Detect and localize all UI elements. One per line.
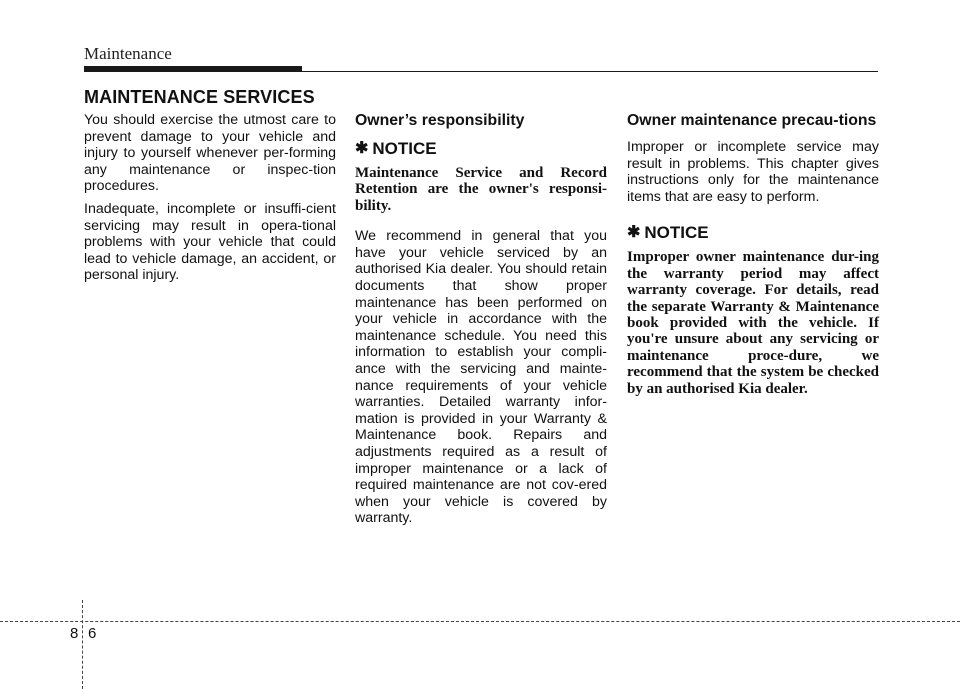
notice-text: Improper owner maintenance dur-ing the warranty period may affect warranty coverage. For details, read the separate Warranty & Maintenance book provided with the vehicle. If you're unsure about any servicing or maintenance proce-dure, we recommend that the system be checked by an authorised Kia dealer. (627, 249, 879, 397)
header-rule (302, 71, 878, 72)
column-intro (84, 112, 336, 290)
column-maintenance-precautions (627, 112, 879, 411)
chapter-number: 8 (70, 625, 79, 642)
precautions-body: Improper or incomplete service may result in problems. This chapter gives instructions only for the maintenance items that are easy to perform. (627, 139, 879, 205)
intro-paragraph-1: You should exercise the utmost care to prevent damage to your vehicle and injury to yourself whenever per-forming any maintenance or inspec-tion procedures. (84, 112, 336, 195)
column-owner-responsibility (355, 112, 607, 533)
footer-fold-line (82, 600, 83, 689)
notice-heading (355, 139, 607, 159)
owner-responsibility-heading: Owner’s responsibility (355, 112, 525, 129)
precautions-heading: Owner maintenance precau-tions (627, 112, 877, 129)
page-number: 6 (88, 625, 97, 642)
intro-paragraph-2: Inadequate, incomplete or insuffi-cient servicing may result in opera-tional problems with your vehicle that could lead to vehicle damage, an accident, or personal injury. (84, 200, 336, 284)
running-header: Maintenance (84, 44, 172, 63)
notice-heading (627, 223, 879, 243)
notice-text: Maintenance Service and Record Retention are the owner's responsi-bility. (355, 165, 607, 214)
notice-label: NOTICE (372, 139, 437, 158)
owner-responsibility-body: We recommend in general that you have your vehicle serviced by an authorised Kia dealer. You should retain documents that show proper maintenance has been performed on your vehicle in accordance with the maintenance schedule. You need this information to establish your compli-ance with the servicing and mainte-nance requirements of your vehicle warranties. Detailed warranty infor-mation is provided in your Warranty & Maintenance book. Repairs and adjustments required as a result of improper maintenance or a lack of required maintenance are not cov-ered when your vehicle is covered by warranty. (355, 228, 607, 527)
header-bar (84, 66, 302, 72)
notice-label: NOTICE (644, 223, 709, 243)
section-title: MAINTENANCE SERVICES (84, 87, 315, 107)
star-burst-icon: ✱ (355, 140, 369, 157)
star-burst-icon: ✱ (627, 224, 641, 242)
footer-crop-line (0, 621, 960, 622)
